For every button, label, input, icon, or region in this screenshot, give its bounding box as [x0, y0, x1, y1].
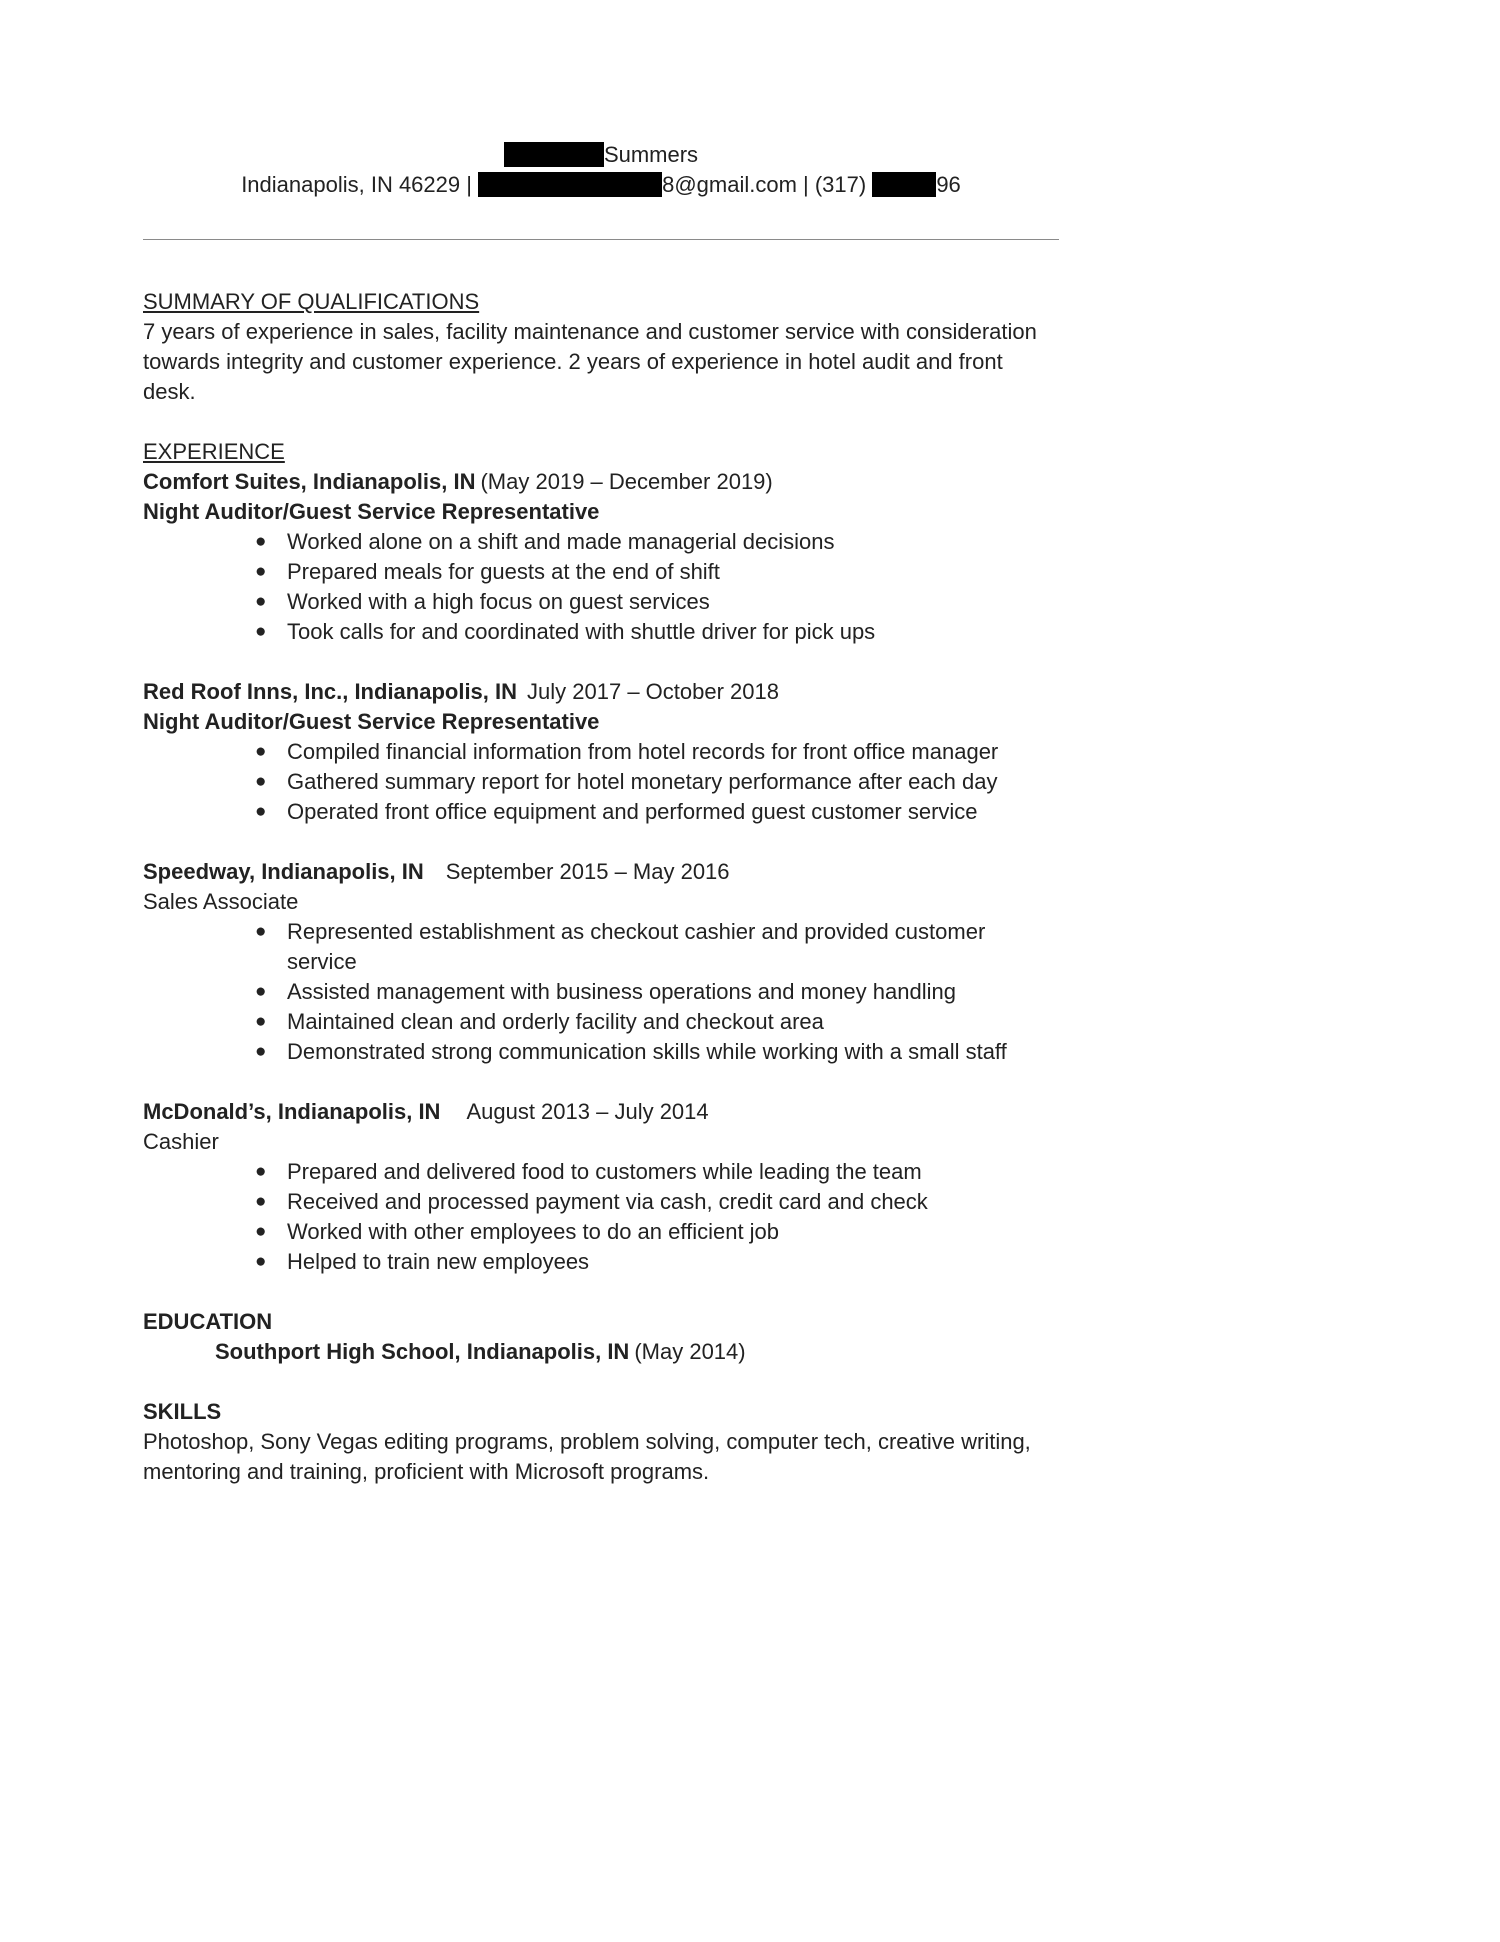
bullet-item: ● Demonstrated strong communication skills while working with a small staff [143, 1037, 1059, 1067]
section-summary [143, 287, 1059, 407]
job-entry-red-roof-inns [143, 677, 1059, 827]
education-school: Southport High School, Indianapolis, IN [215, 1339, 630, 1364]
bullet-item: ● Helped to train new employees [143, 1247, 1059, 1277]
section-experience [143, 437, 1059, 1277]
bullet-item: ● Worked with other employees to do an efficient job [143, 1217, 1059, 1247]
bullet-item: ● Gathered summary report for hotel monetary performance after each day [143, 767, 1059, 797]
job-bullet-list [143, 527, 1059, 647]
job-bullet-list [143, 1157, 1059, 1277]
header-divider [143, 239, 1059, 240]
bullet-item: ● Worked with a high focus on guest services [143, 587, 1059, 617]
job-head [143, 677, 1059, 707]
job-title: Night Auditor/Guest Service Representative [143, 709, 600, 734]
job-head [143, 857, 1059, 887]
bullet-item: ● Prepared and delivered food to customers while leading the team [143, 1157, 1059, 1187]
bullet-item: ● Compiled financial information from hotel records for front office manager [143, 737, 1059, 767]
skills-heading: SKILLS [143, 1399, 222, 1424]
job-title: Night Auditor/Guest Service Representative [143, 499, 600, 524]
job-entry-speedway [143, 857, 1059, 1067]
bullet-item: ● Maintained clean and orderly facility and checkout area [143, 1007, 1059, 1037]
job-bullet-list [143, 917, 1059, 1067]
bullet-item: ● Worked alone on a shift and made managerial decisions [143, 527, 1059, 557]
bullet-item: ● Prepared meals for guests at the end of shift [143, 557, 1059, 587]
job-company: McDonald’s, Indianapolis, IN [143, 1099, 441, 1124]
bullet-item: ● Operated front office equipment and performed guest customer service [143, 797, 1059, 827]
bullet-item: ● Received and processed payment via cash, credit card and check [143, 1187, 1059, 1217]
job-entry-comfort-suites [143, 467, 1059, 647]
redacted-first-name-box [504, 142, 604, 167]
job-dates: (May 2019 – December 2019) [480, 469, 773, 494]
bullet-item: ● Represented establishment as checkout cashier and provided customer service [143, 917, 1059, 977]
experience-heading: EXPERIENCE [143, 439, 285, 464]
redacted-phone-box [872, 172, 936, 197]
job-title: Sales Associate [143, 889, 299, 914]
job-dates: August 2013 – July 2014 [466, 1099, 709, 1124]
resume-header [143, 140, 1059, 200]
contact-email-suffix: 8@gmail.com | (317) [662, 172, 873, 197]
job-company: Red Roof Inns, Inc., Indianapolis, IN [143, 679, 518, 704]
contact-phone-suffix: 96 [936, 172, 961, 197]
job-dates: September 2015 – May 2016 [445, 859, 730, 884]
summary-text: 7 years of experience in sales, facility maintenance and customer service with consideration towards integrity and customer experience. 2 years of experience in hotel audit and front desk. [143, 319, 1037, 404]
contact-line [143, 170, 1059, 200]
education-dates: (May 2014) [634, 1339, 746, 1364]
education-entry [215, 1337, 1059, 1367]
skills-text: Photoshop, Sony Vegas editing programs, problem solving, computer tech, creative writing, mentoring and training, proficient with Microsoft programs. [143, 1429, 1031, 1484]
job-company: Speedway, Indianapolis, IN [143, 859, 424, 884]
bullet-item: ● Took calls for and coordinated with shuttle driver for pick ups [143, 617, 1059, 647]
bullet-item: ● Assisted management with business operations and money handling [143, 977, 1059, 1007]
summary-heading: SUMMARY OF QUALIFICATIONS [143, 289, 480, 314]
section-skills [143, 1397, 1059, 1487]
job-entry-mcdonalds [143, 1097, 1059, 1277]
education-heading: EDUCATION [143, 1309, 273, 1334]
section-education [143, 1307, 1059, 1367]
redacted-email-box [478, 172, 662, 197]
job-title: Cashier [143, 1129, 219, 1154]
job-head [143, 467, 1059, 497]
job-bullet-list [143, 737, 1059, 827]
job-dates: July 2017 – October 2018 [527, 679, 779, 704]
last-name: Summers [603, 142, 699, 167]
contact-location: Indianapolis, IN 46229 | [241, 172, 479, 197]
job-company: Comfort Suites, Indianapolis, IN [143, 469, 476, 494]
job-head [143, 1097, 1059, 1127]
name-line [143, 140, 1059, 170]
resume-content [143, 140, 1059, 1487]
